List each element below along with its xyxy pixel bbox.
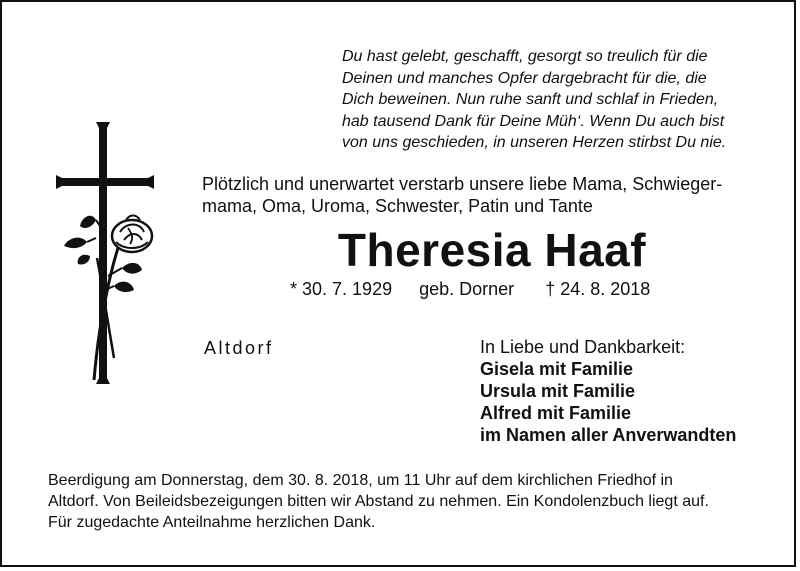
- mourners-list: [480, 336, 736, 446]
- mourner-name: Ursula mit Familie: [480, 381, 636, 401]
- birth-date: * 30. 7. 1929: [290, 279, 393, 299]
- funeral-line: Altdorf. Von Beileidsbezeigungen bitten wir Abstand zu nehmen. Ein Kondolenzbuch liegt auf.: [48, 493, 709, 510]
- place-name: Altdorf: [204, 338, 274, 358]
- death-announcement: [202, 173, 782, 217]
- poem-line: von uns geschieden, in unseren Herzen stirbst Du nie.: [342, 134, 727, 151]
- poem-line: Du hast gelebt, geschafft, gesorgt so treulich für die: [342, 48, 708, 65]
- memorial-poem: [342, 46, 782, 154]
- poem-line: Dich beweinen. Nun ruhe sanft und schlaf in Frieden,: [342, 91, 719, 108]
- life-dates: [290, 279, 650, 300]
- death-date: † 24. 8. 2018: [545, 279, 651, 299]
- cross-with-rose-icon: [52, 118, 162, 388]
- deceased-name: Theresia Haaf: [337, 224, 647, 276]
- mourner-name: Alfred mit Familie: [480, 403, 632, 423]
- maiden-name: geb. Dorner: [419, 279, 515, 299]
- funeral-line: Für zugedachte Anteilnahme herzlichen Dank.: [48, 514, 376, 531]
- poem-line: Deinen und manches Opfer dargebracht für die, die: [342, 69, 707, 87]
- announcement-line: Plötzlich und unerwartet verstarb unsere liebe Mama, Schwieger-: [202, 174, 723, 194]
- funeral-line: Beerdigung am Donnerstag, dem 30. 8. 2018, um 11 Uhr auf dem kirchlichen Friedhof in: [48, 472, 673, 489]
- mourner-name: Gisela mit Familie: [480, 359, 634, 379]
- mourners-lead: In Liebe und Dankbarkeit:: [480, 337, 686, 357]
- poem-line: hab tausend Dank für Deine Müh‘. Wenn Du auch bist: [342, 112, 725, 130]
- funeral-details: [48, 470, 768, 533]
- announcement-line: mama, Oma, Uroma, Schwester, Patin und Tante: [202, 196, 593, 216]
- mourner-name: im Namen aller Anverwandten: [480, 425, 737, 445]
